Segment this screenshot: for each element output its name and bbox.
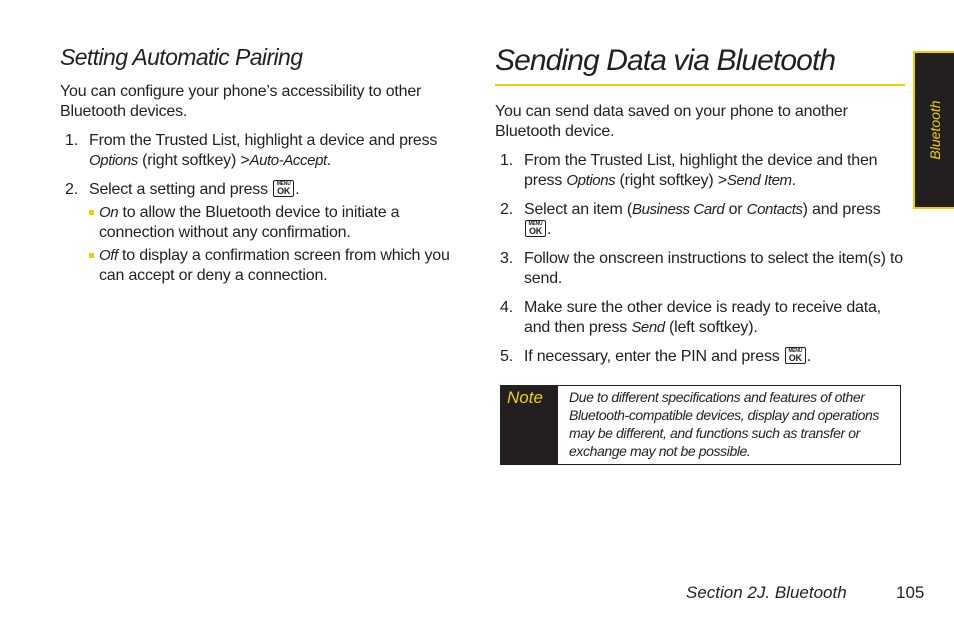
right-step-4 [495,298,905,338]
step-number: 3. [500,250,513,267]
page-number: 105 [896,583,925,602]
step-text: Make sure the other device is ready to receive data, and then press [524,299,881,336]
key-bottom-label: OK [528,226,543,236]
left-column [60,42,472,295]
list-item [89,246,472,286]
step-text: Select a setting and press [89,181,273,198]
bullet-square-icon [89,210,94,215]
note-text: Due to different specifications and features of other Bluetooth-compatible devices, display and operations may be different, and functions such as transfer or exchange may not be possible. [569,389,879,459]
step-text: . [547,221,552,238]
right-step-1 [495,151,905,191]
right-intro: You can send data saved on your phone to another Bluetooth device. [495,103,848,140]
step-text: . [295,181,300,198]
business-card-label: Business Card [631,201,725,218]
section-title-automatic-pairing: Setting Automatic Pairing [60,44,303,70]
note-box [500,385,901,465]
option-description: to display a confirmation screen from which you can accept or deny a connection. [99,247,450,284]
step-text: . [791,172,796,189]
step-text: . [806,348,812,365]
step-text: or [724,201,747,218]
step-text: (right softkey) [137,152,241,169]
option-description: to allow the Bluetooth device to initiate a connection without any confirmation. [99,204,400,241]
step-text: Follow the onscreen instructions to select the item(s) to send. [524,250,903,287]
menu-ok-key-icon [525,220,546,237]
step-text: If necessary, enter the PIN and press [524,348,784,365]
options-softkey-label: Options [89,152,138,169]
send-item-label: Send Item [726,172,792,189]
key-top-label: MENU [276,181,291,187]
menu-ok-key-icon [785,347,806,364]
step-text: Select an item ( [524,201,632,218]
right-step-2 [495,200,905,240]
note-label: Note [501,386,558,464]
step-number: 5. [500,348,513,365]
step-number: 4. [500,299,513,316]
key-top-label: MENU [528,221,543,227]
step-text: From the Trusted List, highlight a device and press [89,132,438,149]
step-text: (left softkey). [664,319,758,336]
step-number: 2. [65,181,78,198]
side-tab-label: Bluetooth [926,100,943,160]
left-intro: You can configure your phone’s accessibility to other Bluetooth devices. [60,83,422,120]
setting-options-list [89,203,472,286]
bullet-square-icon [89,253,94,258]
menu-separator: > [717,172,727,189]
step-number: 2. [500,201,513,218]
right-steps [495,151,905,367]
step-text: From the Trusted List, highlight the device and then press [524,152,878,189]
right-column [495,42,905,376]
auto-accept-label: Auto-Accept [249,152,327,169]
list-item [89,203,472,243]
step-number: 1. [500,152,513,169]
right-step-3 [495,249,905,289]
menu-ok-key-icon [273,180,294,197]
contacts-label: Contacts [746,201,803,218]
key-bottom-label: OK [277,186,291,196]
key-top-label: MENU [788,348,803,354]
option-term: Off [99,247,118,264]
page-title: Sending Data via Bluetooth [495,42,905,86]
section-side-tab [913,51,954,209]
left-step-2 [60,180,472,286]
step-text: (right softkey) [615,172,718,189]
right-step-5 [495,347,905,367]
left-steps [60,131,472,286]
option-term: On [99,204,119,221]
key-bottom-label: OK [788,353,802,363]
step-number: 1. [65,132,78,149]
step-text: ) and press [802,201,881,218]
step-text: . [326,152,332,169]
options-softkey-label: Options [566,172,616,189]
footer-section-label: Section 2J. Bluetooth [686,583,847,602]
send-softkey-label: Send [631,319,665,336]
menu-separator: > [240,152,250,169]
left-step-1 [60,131,472,171]
